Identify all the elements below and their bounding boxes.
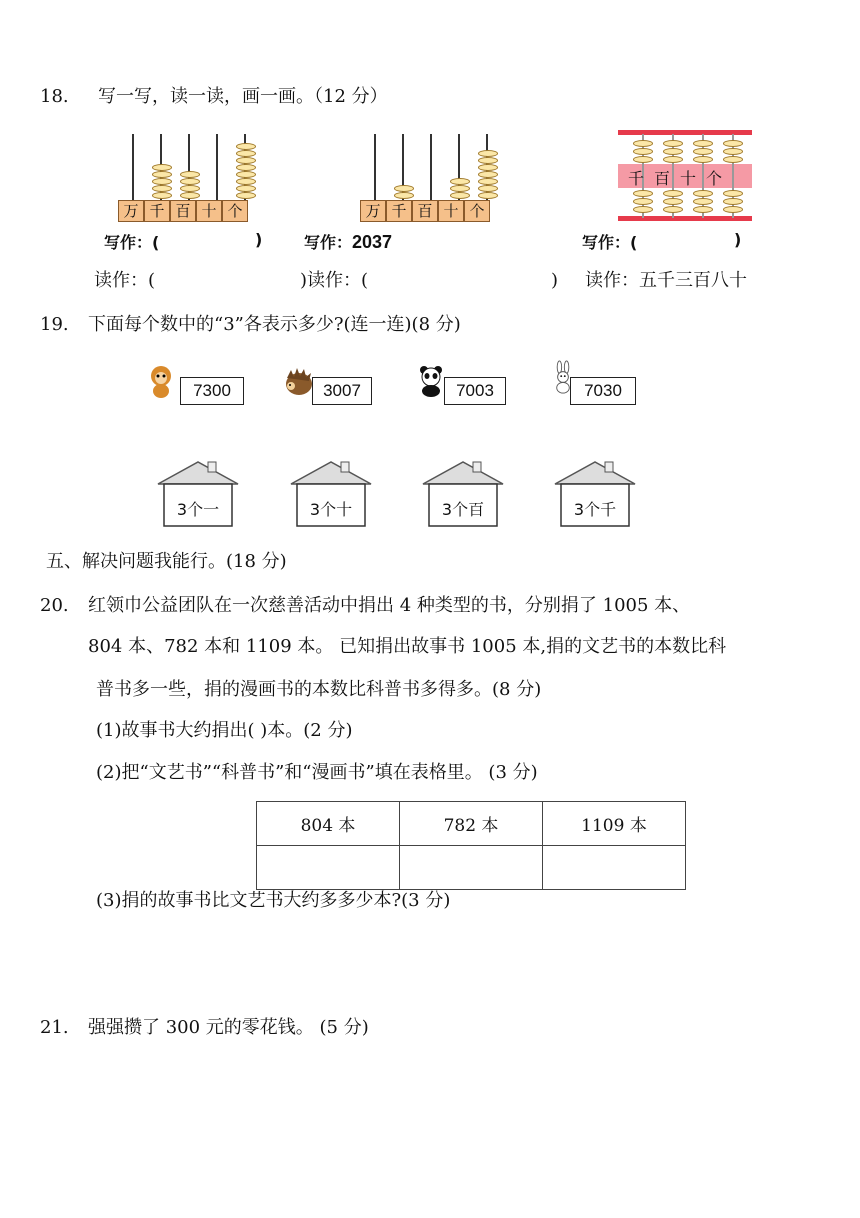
q20-number: 20. (40, 595, 69, 616)
table-header-cell: 1109 本 (543, 802, 686, 846)
monkey-icon (146, 364, 176, 398)
place-label: 十 (680, 169, 697, 188)
number-tag[interactable]: 3007 (312, 377, 372, 405)
q19-number: 19. (40, 314, 69, 335)
abacus-2 (360, 134, 516, 224)
q19-title: 下面每个数中的“3”各表示多少?(连一连)(8 分) (88, 314, 461, 335)
q20-line-3: 普书多一些，捐的漫画书的本数比科普书多得多。(8 分) (96, 679, 542, 700)
q21-number: 21. (40, 1017, 69, 1038)
q18-number: 18. (40, 86, 69, 107)
table-answer-cell[interactable] (400, 846, 543, 890)
read-3-label: 读作：五千三百八十 (585, 270, 747, 291)
q21-text: 强强攒了 300 元的零花钱。 (5 分) (88, 1017, 369, 1038)
place-label: 千 (386, 200, 412, 222)
section-5-title: 五、解决问题我能行。(18 分) (46, 551, 287, 572)
abacus-1-write-label: 写作：( (104, 233, 160, 252)
abacus-1 (118, 134, 274, 224)
place-label: 个 (222, 200, 248, 222)
house-label: 3个十 (309, 500, 353, 519)
read-2-close: ) (551, 270, 559, 291)
place-label: 千 (628, 169, 645, 188)
house-label: 3个一 (176, 500, 220, 519)
place-label: 十 (196, 200, 222, 222)
table-header-cell: 804 本 (257, 802, 400, 846)
number-tag[interactable]: 7300 (180, 377, 244, 405)
q20-line-2: 804 本、782 本和 1109 本。 已知捐出故事书 1005 本,捐的文艺书的本数比科 (88, 636, 727, 657)
number-tag[interactable]: 7003 (444, 377, 506, 405)
place-label: 百 (654, 169, 671, 188)
panda-icon (416, 364, 446, 398)
q20-line-1: 红领巾公益团队在一次慈善活动中捐出 4 种类型的书，分别捐了 1005 本、 (88, 595, 691, 616)
abacus-1-write-close: ) (255, 230, 263, 249)
read-1-label: 读作：( (94, 270, 156, 291)
house-label: 3个千 (573, 500, 617, 519)
write-label: 写作： (304, 233, 353, 252)
place-label: 个 (464, 200, 490, 222)
place-label: 万 (360, 200, 386, 222)
q20-sub-3: (3)捐的故事书比文艺书大约多多少本?(3 分) (96, 890, 451, 911)
q18-title: 写一写，读一读，画一画。（12 分） (98, 86, 388, 107)
answer-table (256, 801, 686, 890)
hedgehog-icon (283, 364, 313, 398)
place-label: 个 (706, 169, 723, 188)
place-label: 百 (412, 200, 438, 222)
abacus-3-write-label: 写作：( (582, 233, 638, 252)
abacus-3-write-close: ) (734, 230, 742, 249)
abacus-2-write-label (304, 230, 392, 253)
number-tag[interactable]: 7030 (570, 377, 636, 405)
table-answer-cell[interactable] (543, 846, 686, 890)
table-answer-cell[interactable] (257, 846, 400, 890)
place-label: 十 (438, 200, 464, 222)
q20-sub-2: (2)把“文艺书”“科普书”和“漫画书”填在表格里。 (3 分) (96, 762, 538, 783)
table-header-cell: 782 本 (400, 802, 543, 846)
write-value: 2037 (352, 232, 393, 252)
place-label: 千 (144, 200, 170, 222)
q20-sub-1: (1)故事书大约捐出( )本。(2 分) (96, 720, 353, 741)
house-label: 3个百 (441, 500, 485, 519)
place-label: 万 (118, 200, 144, 222)
read-2-label: )读作：( (300, 270, 369, 291)
abacus-3 (618, 130, 752, 220)
place-label: 百 (170, 200, 196, 222)
